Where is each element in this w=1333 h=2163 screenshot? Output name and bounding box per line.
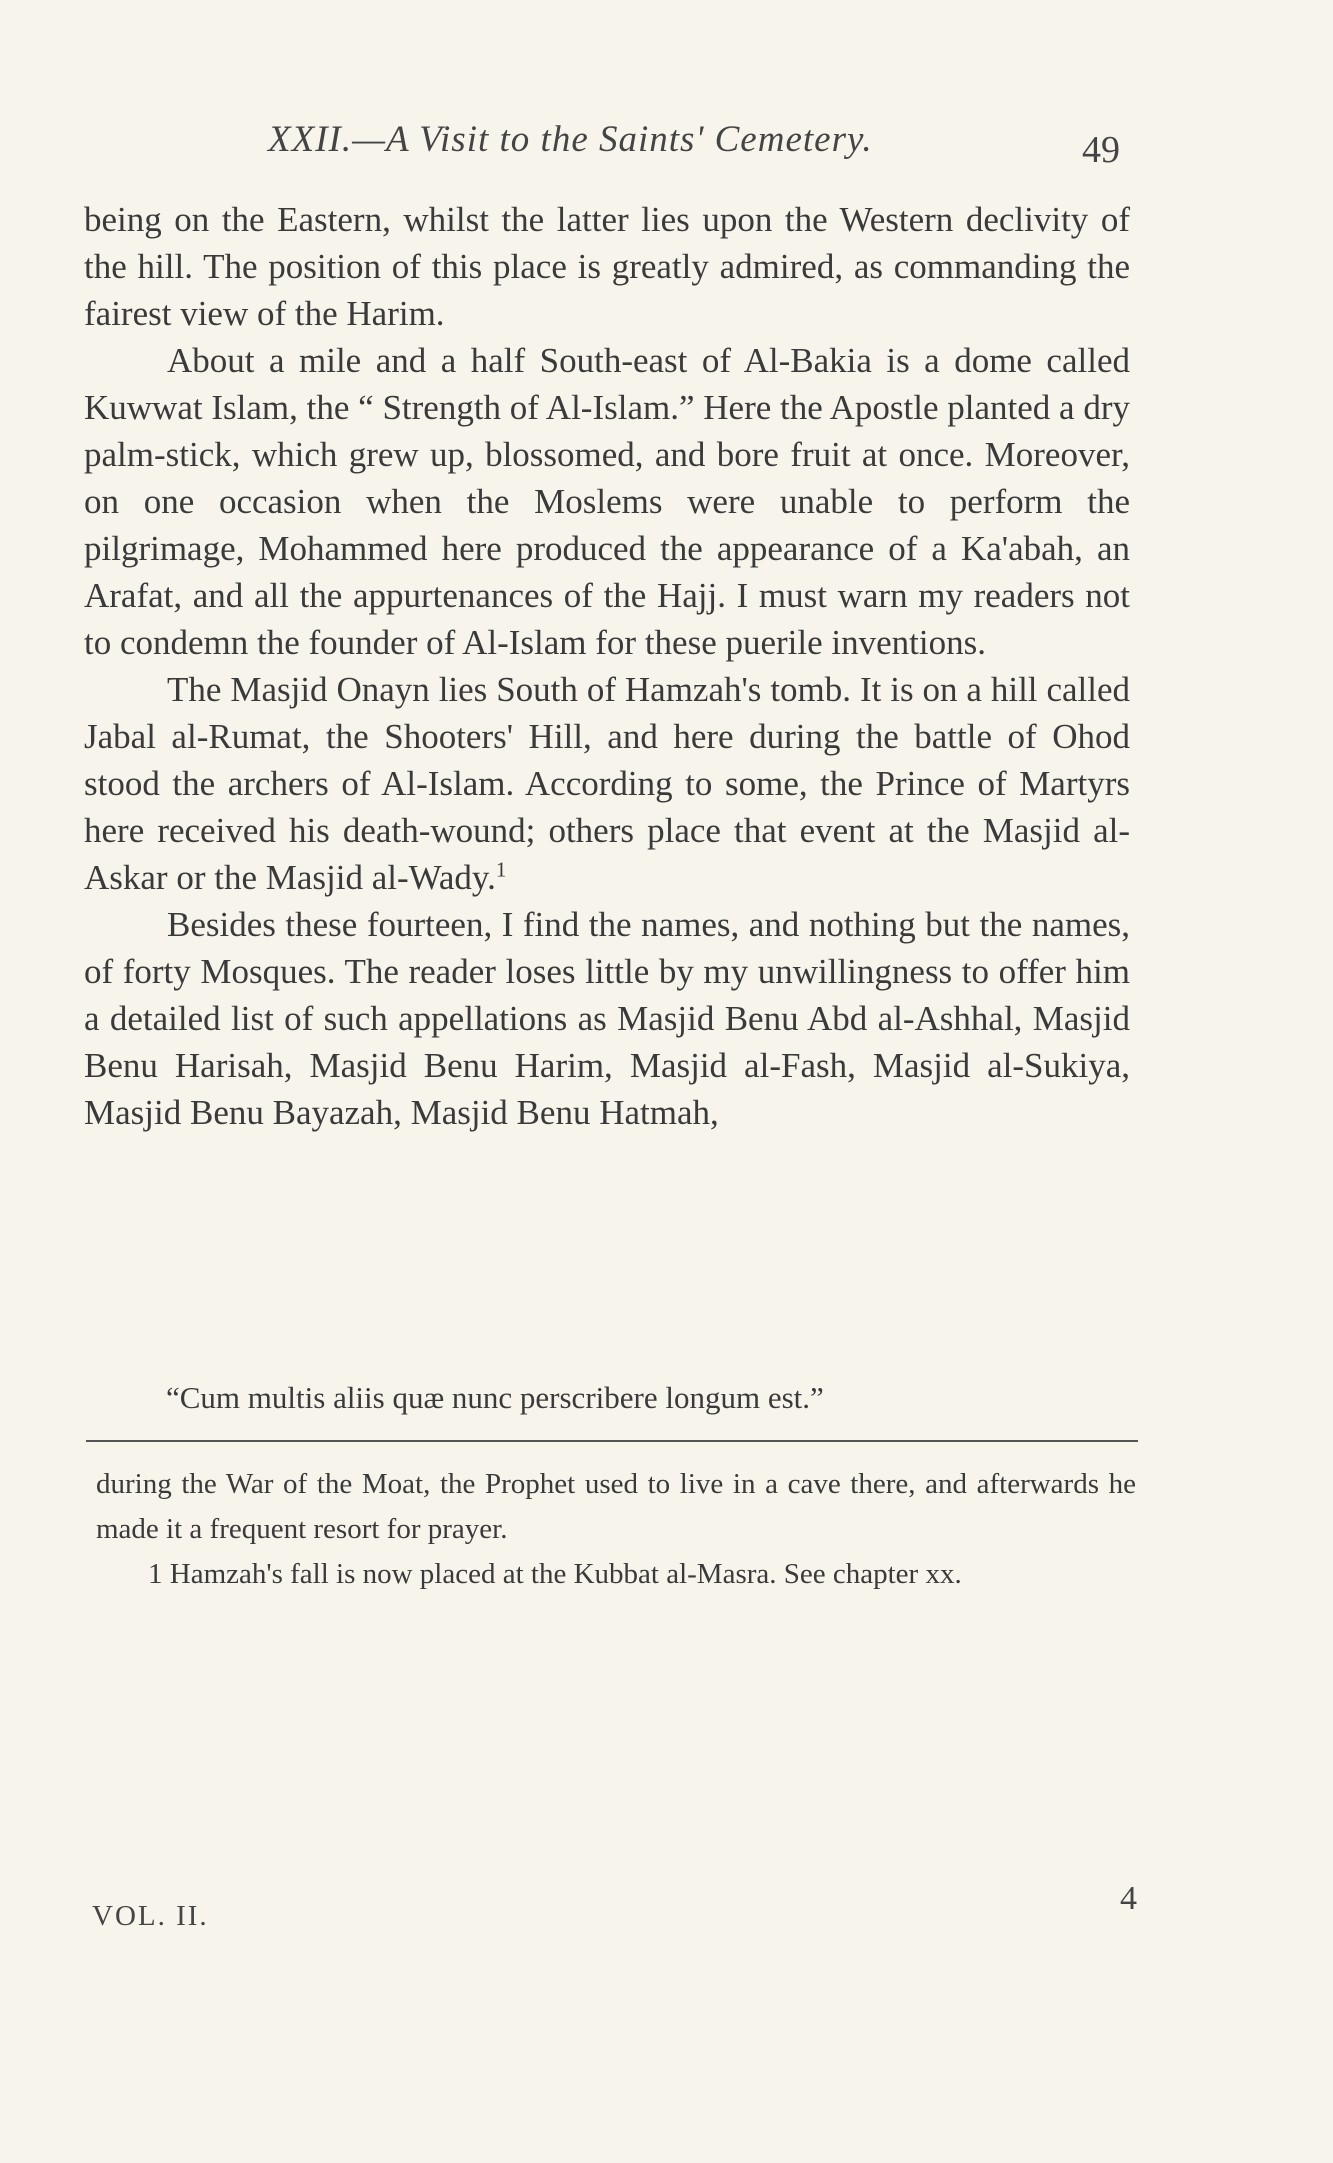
volume-signature: VOL. II. xyxy=(92,1900,209,1932)
signature-mark: 4 xyxy=(1120,1880,1137,1917)
footnote-continued: during the War of the Moat, the Prophet used to live in a cave there, and afterwards he made it a frequent resort for prayer. xyxy=(96,1468,1136,1545)
footnote-rule xyxy=(86,1440,1138,1442)
footnote-1 xyxy=(96,1552,1136,1597)
footnote-1-marker: 1 xyxy=(148,1558,163,1590)
running-title: XXII.—A Visit to the Saints' Cemetery. xyxy=(268,119,873,160)
paragraph-4: Besides these fourteen, I find the names, and nothing but the names, of forty Mosques. The reader loses little by my unwillingness to offer him a detailed list of such appellations as Masjid Benu Abd al-Ashhal, Masjid Benu Harisah, Masjid Benu Harim, Masjid al-Fash, Masjid al-Sukiya, Masjid Benu Bayazah, Masjid Benu Hatmah, xyxy=(84,905,1130,1132)
paragraph-1: being on the Eastern, whilst the latter lies upon the Western declivity of the hill. The position of this place is greatly admired, as commanding the fairest view of the Harim. xyxy=(84,200,1130,333)
footnote-1-text: Hamzah's fall is now placed at the Kubbat al-Masra. See chapter xx. xyxy=(169,1558,962,1590)
paragraph-2: About a mile and a half South-east of Al-Bakia is a dome called Kuwwat Islam, the “ Strength of Al-Islam.” Here the Apostle planted a dry palm-stick, which grew up, blossomed, and bore fruit at once. Moreover, on one occasion when the Moslems were unable to perform the pilgrimage, Mohammed here produced the appearance of a Ka'abah, an Arafat, and all the appurtenances of the Hajj. I must warn my readers not to condemn the founder of Al-Islam for these puerile inventions. xyxy=(84,341,1130,662)
footnote-ref-1: 1 xyxy=(495,857,507,882)
page-number: 49 xyxy=(1082,129,1120,171)
paragraph-3 xyxy=(84,666,1130,901)
footnotes xyxy=(96,1462,1136,1597)
paragraph-3-text: The Masjid Onayn lies South of Hamzah's tomb. It is on a hill called Jabal al-Rumat, the Shooters' Hill, and here during the battle of Ohod stood the archers of Al-Islam. According to some, the Prince of Martyrs here received his death-wound; others place that event at the Masjid al-Askar or the Masjid al-Wady. xyxy=(84,670,1130,897)
latin-quote: “Cum multis aliis quæ nunc perscribere longum est.” xyxy=(166,1380,824,1415)
main-text xyxy=(84,196,1130,1136)
